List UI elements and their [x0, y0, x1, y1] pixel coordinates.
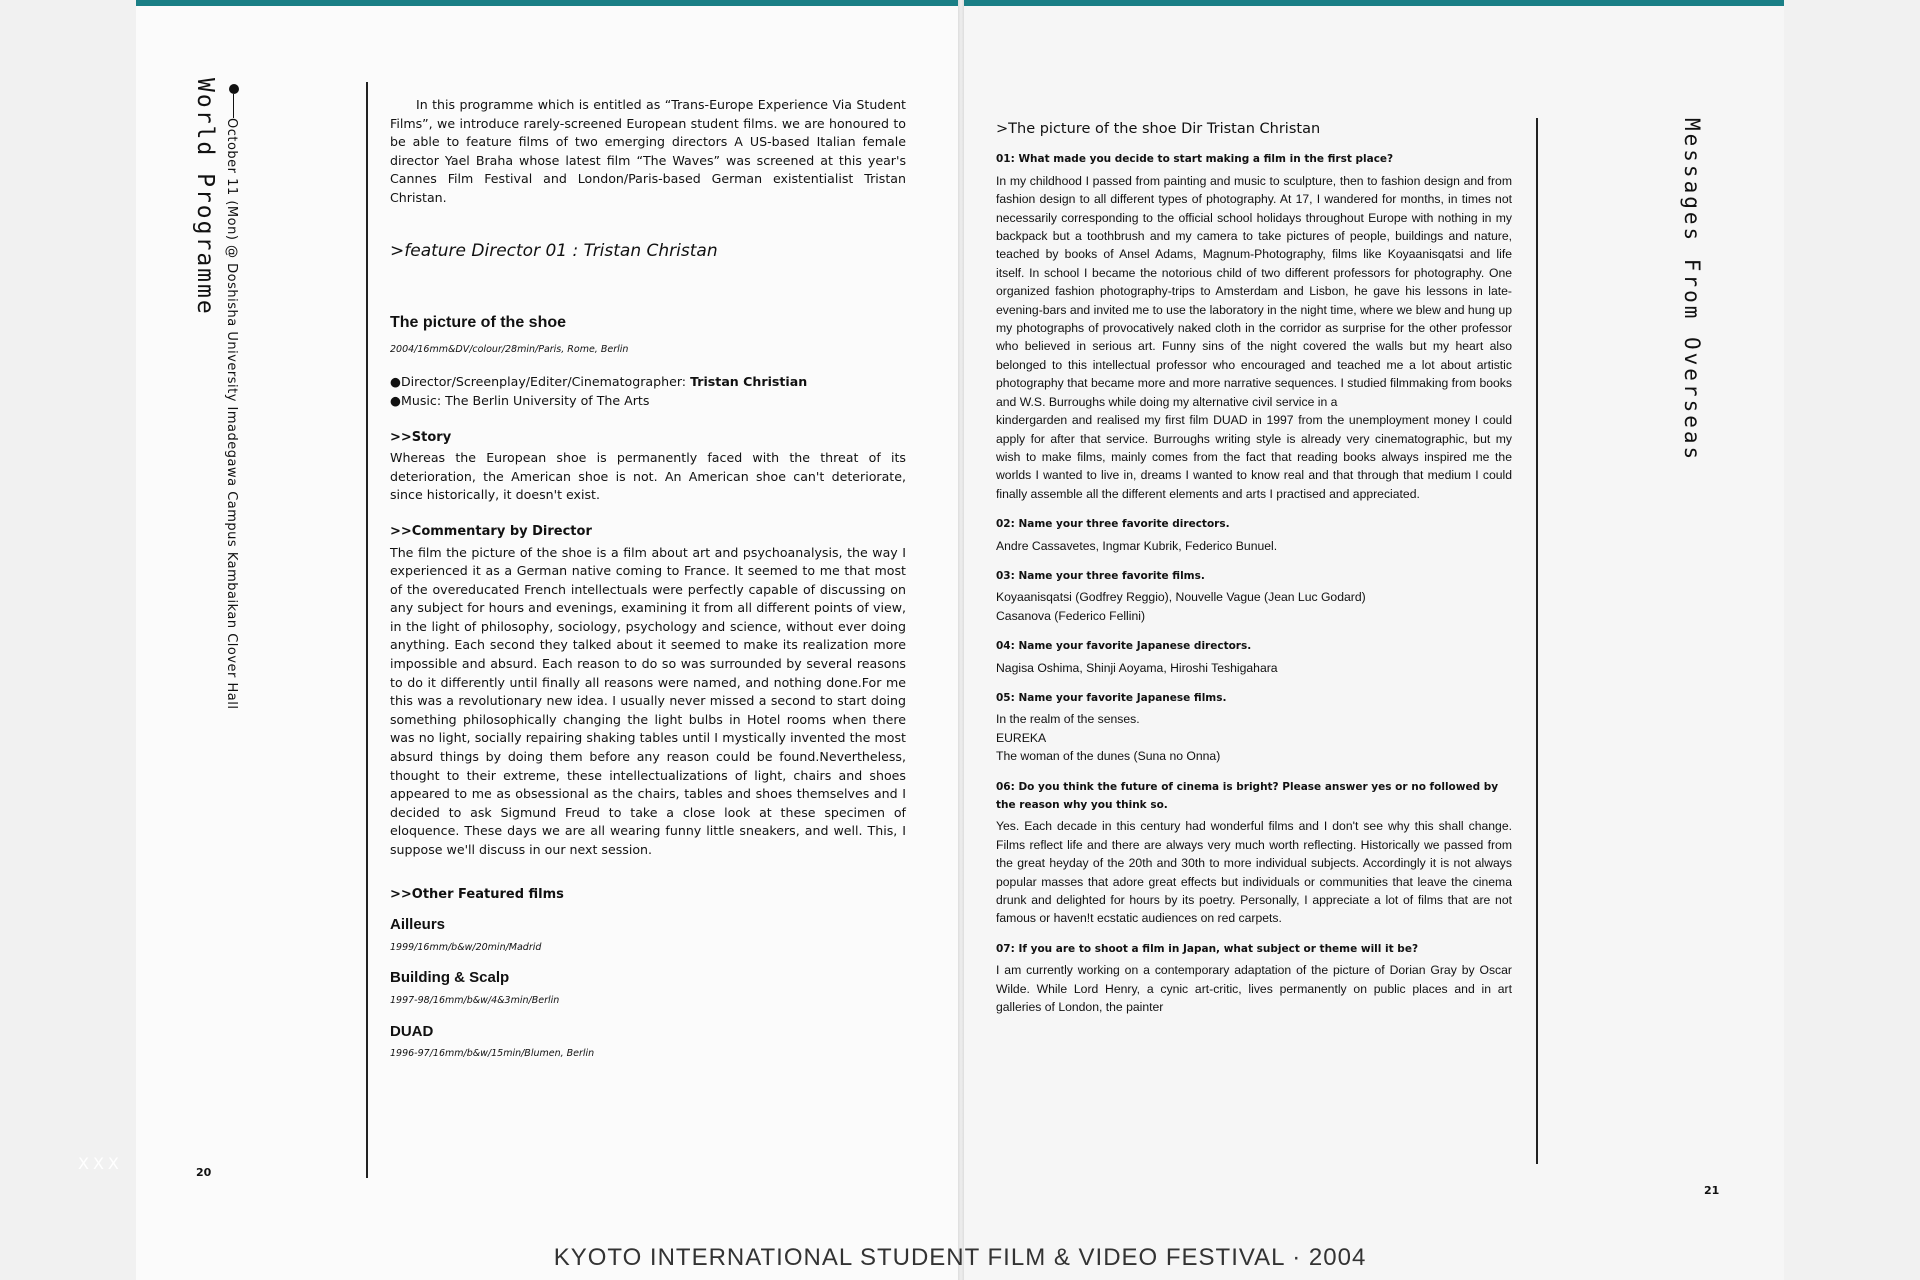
question: 07: If you are to shoot a film in Japan, what subject or theme will it be?: [996, 942, 1419, 955]
commentary-text: The film the picture of the shoe is a film about art and psychoanalysis, the way I experienced it as a German native coming to France. It seemed to me that most of the overeducated French intellectuals were perfectly capable of discussing on any subject for hours and evenings, examining it from all different points of view, in the light of philosophy, sociology, psychology and science, without ever doing anything. Each second they talked about it seemed to make its realization more impossible and absurd. Each reason to do so was surrounded by several reasons to do it differently until finally all reasons were named, and nothing done.For me this was a revolutionary new idea. I usually never missed a second to start doing something philosophically changing the light bulbs in Hotel rooms when there was no light, socially repairing shaking tables until I mystically invented the most absurd things by doing them before any reason could be found.Nevertheless, thought to their extreme, these intellectualizations of light, chairs and shoes appeared to me as obsessional as the chairs, tables and shoes themselves and I decided to ask Sigmund Freud to take a close look at these specimen of eloquence. These days we are all wearing funny little sneakers, and well. This, I suppose we'll discuss in our next session.: [390, 544, 906, 857]
answer: Nagisa Oshima, Shinji Aoyama, Hiroshi Teshigahara: [996, 660, 1278, 675]
corner-mark: XXX: [78, 1154, 123, 1173]
question: 05: Name your favorite Japanese films.: [996, 691, 1227, 704]
credit-director-label: ●Director/Screenplay/Editer/Cinematographer:: [390, 374, 691, 390]
credit-director-name: Tristan Christian: [690, 374, 808, 390]
film-title: The picture of the shoe: [390, 314, 567, 332]
question: 01: What made you decide to start making a film in the first place?: [996, 153, 1394, 166]
other-film-title: DUAD: [390, 1022, 434, 1040]
answer: In my childhood I passed from painting and music to sculpture, then to fashion design and from fashion design to all different types of photography. At 17, I wandered for months, in times not necessarily corresponding to the official school holidays throughout Europe with nothing in my backpack but a toothbrush and my camera to take pictures of people, buildings and nature, teached by books of Ansel Adams, Magnum-Photography, films like Koyaanisqatsi and life itself. In school I became the notorious child of two different professors for photography. One organized fashion photography-trips to Amsterdam and Lisbon, he gave his lessons in late-evening-bars and invited me to use the laboratory in the night time, where we blew and hung up my photographs of provocatively naked cloth in the corridor as surprise for the other professor who believed in serious art. Funny sins of the night covered the walls but my heart also belonged to this intellectual professor who encouraged and teached me a lot about artistic photography that became more and more narrative sequences. I studied filmmaking from books and W.S. Burroughs while doing my alternative civil service in a: [996, 173, 1512, 409]
other-film-spec: 1997-98/16mm/b&w/4&3min/Berlin: [390, 994, 560, 1006]
left-page-number: 20: [196, 1166, 212, 1179]
question: 04: Name your favorite Japanese directors.: [996, 640, 1252, 653]
question: 02: Name your three favorite directors.: [996, 518, 1230, 531]
other-film-spec: 1996-97/16mm/b&w/15min/Blumen, Berlin: [390, 1048, 595, 1060]
question: 03: Name your three favorite films.: [996, 569, 1205, 582]
festival-footer: KYOTO INTERNATIONAL STUDENT FILM & VIDEO FESTIVAL · 2004: [553, 1244, 1367, 1271]
credit-music: ●Music: The Berlin University of The Arts: [390, 392, 650, 408]
answer: kindergarden and realised my first film DUAD in 1997 from the unemployment money I could apply for after that service. Burroughs writing style is already very cinematographic, but my wish to make films, mainly comes from the fact that reading books always inspired me the worlds I wanted to live in, dreams I wanted to know real and that through that medium I could finally assemble all the different elements and arts I practised and appreciated.: [996, 413, 1512, 501]
right-side-title: Messages From Overseas: [1680, 118, 1704, 463]
book-spine: [958, 0, 964, 1280]
left-side-title: World Programme: [192, 78, 218, 316]
answer: Casanova (Federico Fellini): [996, 608, 1146, 623]
right-column: [996, 120, 1512, 1016]
story-text: Whereas the European shoe is permanently faced with the threat of its deterioration, the American shoe is not. An American shoe can't deteriorate, since historically, it doesn't exist.: [390, 450, 906, 503]
answer: The woman of the dunes (Suna no Onna): [996, 749, 1221, 764]
answer: In the realm of the senses.: [996, 712, 1140, 727]
right-column-rule: [1536, 118, 1538, 1164]
feature-heading: >feature Director 01 : Tristan Christan: [390, 240, 718, 261]
story-heading: >>Story: [390, 429, 452, 445]
answer: Yes. Each decade in this century had wonderful films and I don't see why this shall change. Films reflect life and there are always very much worth reflecting. Historically we passed from the great heyday of the 20th and 30th to more individual subjects. Accordingly it is not always popular masses that adore great effects but individuals or communities that leave the cinema drunk and delighted for hours by its poetry. Personally, I appreciate a lot of films that are not famous or haven!t ecstatic audiences on red carpets.: [996, 819, 1512, 926]
answer: EUREKA: [996, 730, 1047, 745]
other-film-title: Building & Scalp: [390, 969, 510, 987]
credit-director: [390, 373, 906, 392]
right-page-number: 21: [1704, 1184, 1720, 1197]
other-film-spec: 1999/16mm/b&w/20min/Madrid: [390, 941, 542, 953]
answer: Koyaanisqatsi (Godfrey Reggio), Nouvelle Vague (Jean Luc Godard): [996, 590, 1366, 605]
left-column-rule: [366, 82, 368, 1178]
other-films-heading: >>Other Featured films: [390, 886, 564, 902]
answer: Andre Cassavetes, Ingmar Kubrik, Federico Bunuel.: [996, 538, 1278, 553]
bullet-dot-icon: [229, 84, 239, 94]
intro-paragraph: In this programme which is entitled as “Trans-Europe Experience Via Student Films”, we introduce rarely-screened European student films. we are honoured to be able to feature films of two emerging directors A US-based Italian female director Yael Braha whose latest film “The Waves” was screened at this year's Cannes Film Festival and London/Paris-based German existentialist Tristan Christan.: [390, 97, 906, 205]
other-film-title: Ailleurs: [390, 916, 446, 934]
bullet-line: [233, 94, 234, 118]
answer: I am currently working on a contemporary adaptation of the picture of Dorian Gray by Oscar Wilde. While Lord Henry, a cynic art-critic, lives permanently on public places and in art galleries of London, the painter: [996, 963, 1512, 1015]
commentary-heading: >>Commentary by Director: [390, 523, 592, 539]
question: 06: Do you think the future of cinema is bright? Please answer yes or no followed by the reason why you think so.: [996, 780, 1499, 811]
left-side-date: October 11 (Mon) @ Doshisha University Imadegawa Campus Kambaikan Clover Hall: [224, 118, 239, 710]
interview-heading: >The picture of the shoe Dir Tristan Christan: [996, 121, 1321, 137]
left-column: [390, 96, 906, 1076]
film-spec: 2004/16mm&DV/colour/28min/Paris, Rome, Berlin: [390, 343, 629, 355]
